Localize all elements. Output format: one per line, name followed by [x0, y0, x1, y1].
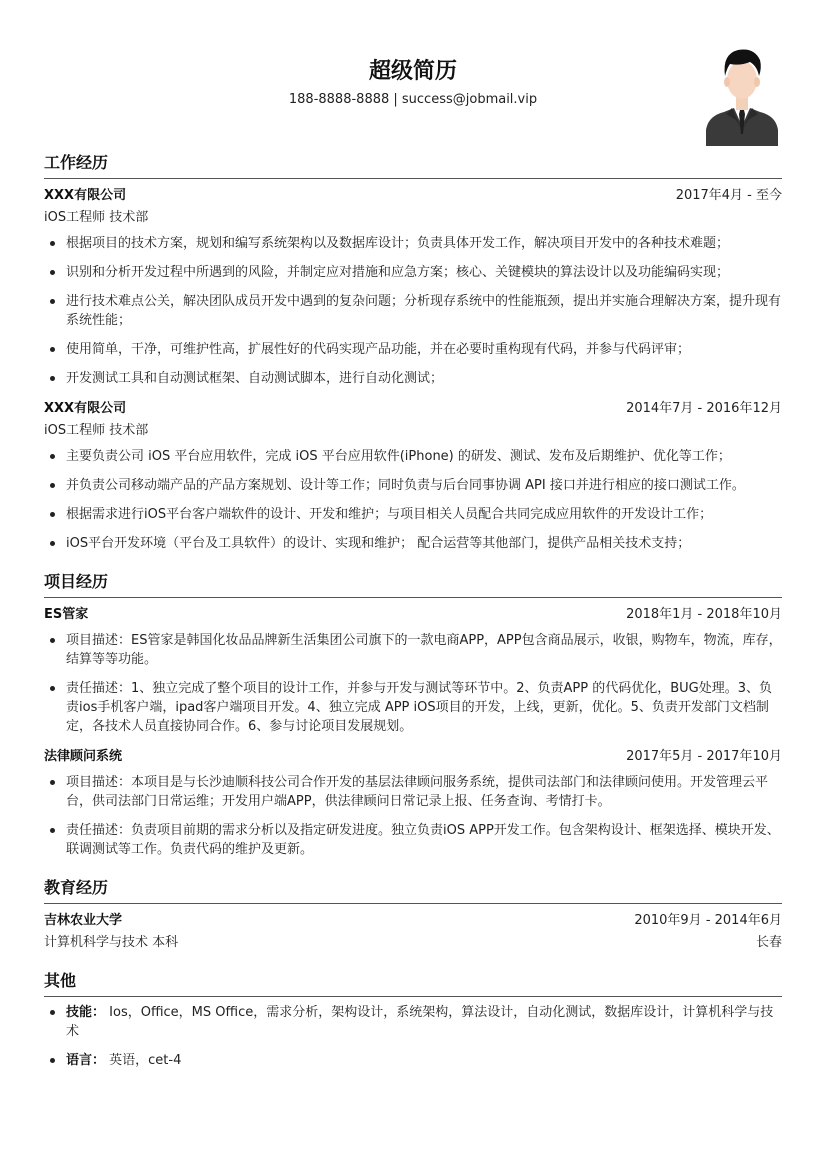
list-item: 根据项目的技术方案，规划和编写系统架构以及数据库设计；负责具体开发工作，解决项目开发中的各种技术难题；	[44, 234, 782, 253]
other-bullets	[44, 1003, 782, 1070]
date-range: 2017年5月 - 2017年10月	[626, 749, 782, 764]
list-item: 根据需求进行iOS平台客户端软件的设计、开发和维护；与项目相关人员配合共同完成应用软件的开发设计工作；	[44, 505, 782, 524]
project-1-bullets	[44, 631, 782, 736]
work-entry-2-bullets	[44, 447, 782, 553]
date-range: 2014年7月 - 2016年12月	[626, 401, 782, 416]
project-name: 法律顾问系统	[44, 749, 123, 764]
role-text: iOS工程师 技术部	[44, 210, 149, 225]
list-item: 项目描述：ES管家是韩国化妆品品牌新生活集团公司旗下的一款电商APP，APP包含商品展示，收银，购物车，物流，库存，结算等等功能。	[44, 631, 782, 669]
section-title-work: 工作经历	[44, 150, 782, 179]
list-item: 使用简单，干净，可维护性高，扩展性好的代码实现产品功能，并在必要时重构现有代码，并参与代码评审；	[44, 340, 782, 359]
role-text: iOS工程师 技术部	[44, 423, 149, 438]
list-item: iOS平台开发环境（平台及工具软件）的设计、实现和维护； 配合运营等其他部门，提供产品相关技术支持；	[44, 534, 782, 553]
work-entry-1-header	[44, 185, 782, 207]
skills-label: 技能：	[66, 1005, 106, 1020]
education-details	[44, 932, 782, 954]
list-item: 并负责公司移动端产品的产品方案规划、设计等工作；同时负责与后台同事协调 API 接口并进行相应的接口测试工作。	[44, 476, 782, 495]
list-item: 责任描述：1、独立完成了整个项目的设计工作，并参与开发与测试等环节中。2、负责APP 的代码优化，BUG处理。3、负责ios手机客户端，ipad客户端项目开发。4、独立完成 APP iOS项目的开发，上线，更新，优化。5、负责开发部门文档制定，各技术人员直接协同合作。6、参与讨论项目发展规划。	[44, 679, 782, 736]
resume-name: 超级简历	[368, 59, 457, 84]
job-role	[44, 207, 782, 229]
other-section	[44, 968, 782, 1070]
resume-page	[44, 0, 782, 1080]
school-name: 吉林农业大学	[44, 913, 123, 928]
skills-item	[44, 1003, 782, 1041]
list-item: 开发测试工具和自动测试框架、自动测试脚本，进行自动化测试；	[44, 369, 782, 388]
project-2-bullets	[44, 773, 782, 859]
project-2-header	[44, 746, 782, 768]
education-header	[44, 910, 782, 932]
list-item: 识别和分析开发过程中所遇到的风险，并制定应对措施和应急方案；核心、关键模块的算法设计以及功能编码实现；	[44, 263, 782, 282]
contact-info: 188-8888-8888 | success@jobmail.vip	[288, 92, 538, 107]
city: 长春	[755, 935, 782, 950]
section-title-education: 教育经历	[44, 875, 782, 904]
section-title-projects: 项目经历	[44, 569, 782, 598]
list-item: 项目描述：本项目是与长沙迪顺科技公司合作开发的基层法律顾问服务系统，提供司法部门和法律顾问使用。开发管理云平台，供司法部门日常运维；开发用户端APP，供法律顾问日常记录上报、任务查询、考情打卡。	[44, 773, 782, 811]
resume-header	[44, 0, 782, 150]
section-title-other: 其他	[44, 968, 782, 997]
list-item: 主要负责公司 iOS 平台应用软件，完成 iOS 平台应用软件(iPhone) 的研发、测试、发布及后期维护、优化等工作；	[44, 447, 782, 466]
date-range: 2017年4月 - 至今	[675, 188, 782, 203]
list-item: 责任描述：负责项目前期的需求分析以及指定研发进度。独立负责iOS APP开发工作。包含架构设计、框架选择、模块开发、联调测试等工作。负责代码的维护及更新。	[44, 821, 782, 859]
work-section	[44, 150, 782, 553]
work-entry-2-header	[44, 398, 782, 420]
education-section	[44, 875, 782, 954]
avatar	[704, 44, 780, 146]
job-role	[44, 420, 782, 442]
date-range: 2018年1月 - 2018年10月	[626, 607, 782, 622]
language-label: 语言：	[66, 1053, 106, 1068]
company-name: XXX有限公司	[44, 188, 127, 203]
language-item	[44, 1051, 782, 1070]
skills-text: Ios，Office，MS Office，需求分析，架构设计，系统架构，算法设计，自动化测试，数据库设计，计算机科学与技术	[66, 1005, 774, 1039]
language-text: 英语，cet-4	[109, 1053, 182, 1068]
list-item: 进行技术难点公关，解决团队成员开发中遇到的复杂问题；分析现存系统中的性能瓶颈，提出并实施合理解决方案，提升现有系统性能；	[44, 292, 782, 330]
project-1-header	[44, 604, 782, 626]
projects-section	[44, 569, 782, 859]
project-name: ES管家	[44, 607, 89, 622]
date-range: 2010年9月 - 2014年6月	[634, 913, 782, 928]
company-name: XXX有限公司	[44, 401, 127, 416]
work-entry-1-bullets	[44, 234, 782, 388]
major-degree: 计算机科学与技术 本科	[44, 935, 179, 950]
